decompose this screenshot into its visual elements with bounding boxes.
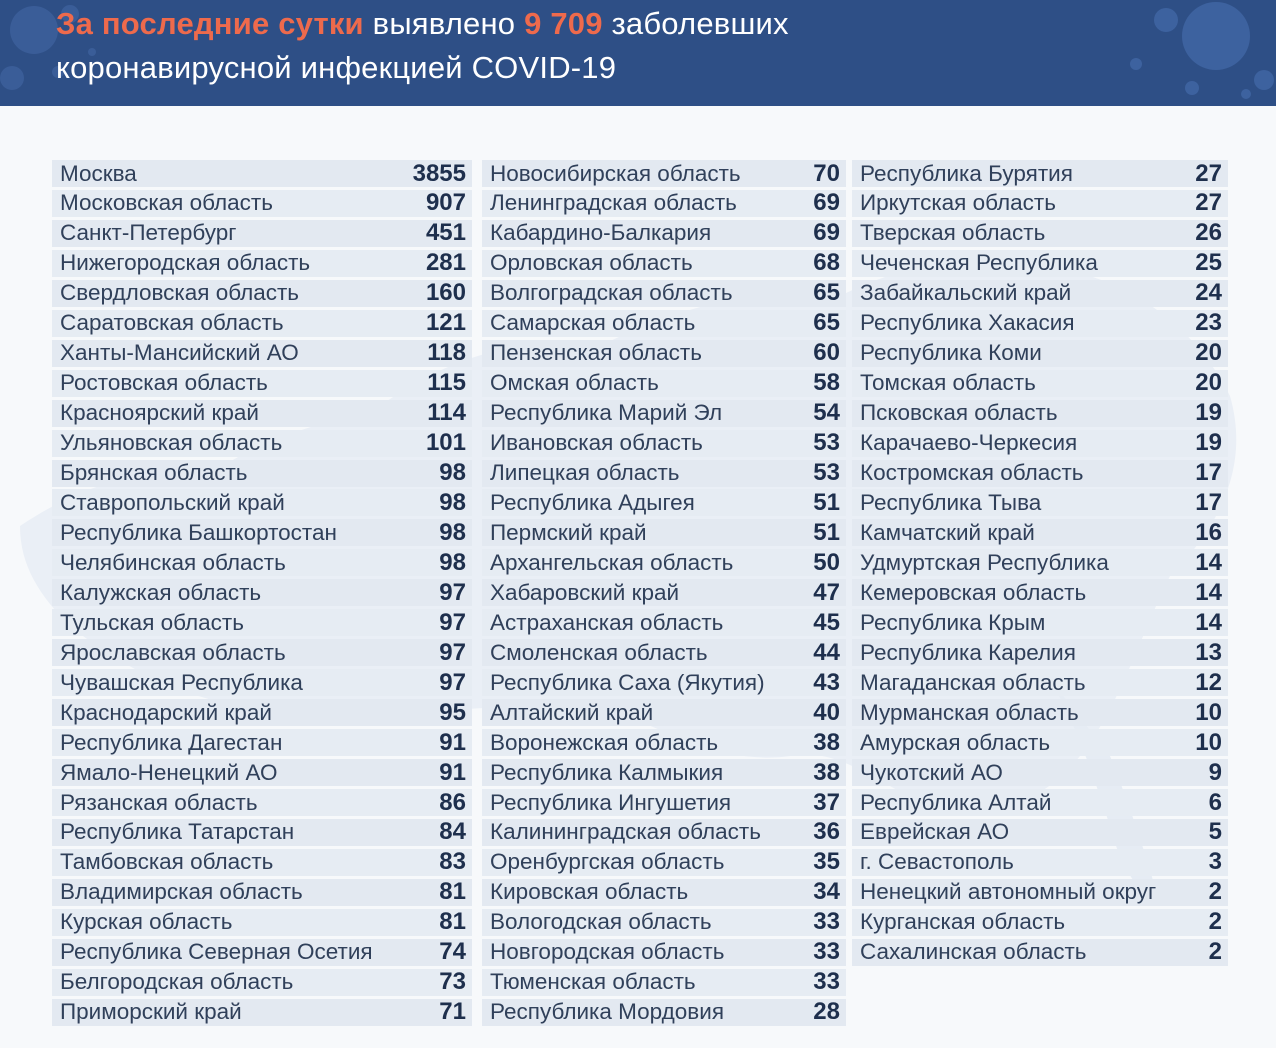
region-name: Еврейская АО bbox=[860, 819, 1010, 845]
case-count: 40 bbox=[813, 698, 840, 726]
region-row bbox=[52, 489, 472, 516]
region-name: Чувашская Республика bbox=[60, 669, 303, 695]
case-count: 2 bbox=[1208, 878, 1222, 906]
case-count: 19 bbox=[1195, 399, 1222, 427]
region-name: Чеченская Республика bbox=[860, 250, 1098, 276]
region-name: Тульская область bbox=[60, 609, 244, 635]
region-name: Ярославская область bbox=[60, 639, 286, 665]
case-count: 69 bbox=[813, 219, 840, 247]
header-banner bbox=[0, 0, 1276, 106]
region-name: Республика Карелия bbox=[860, 639, 1076, 665]
case-count: 19 bbox=[1195, 429, 1222, 457]
region-row bbox=[482, 340, 846, 367]
case-count: 118 bbox=[427, 339, 466, 367]
case-count: 95 bbox=[439, 698, 466, 726]
region-name: Республика Тыва bbox=[860, 489, 1042, 515]
region-name: Республика Дагестан bbox=[60, 729, 283, 755]
region-row bbox=[482, 579, 846, 606]
region-name: Чукотский АО bbox=[860, 759, 1003, 785]
case-count: 83 bbox=[439, 848, 466, 876]
region-name: Краснодарский край bbox=[60, 699, 272, 725]
region-name: Ставропольский край bbox=[60, 489, 285, 515]
case-count: 34 bbox=[813, 878, 840, 906]
region-name: Удмуртская Республика bbox=[860, 549, 1109, 575]
region-row bbox=[482, 969, 846, 996]
case-count: 69 bbox=[813, 189, 840, 217]
region-name: Саратовская область bbox=[60, 310, 284, 336]
region-row bbox=[52, 190, 472, 217]
region-column-3 bbox=[852, 160, 1228, 969]
region-name: Тверская область bbox=[860, 220, 1046, 246]
region-name: Республика Мордовия bbox=[490, 999, 724, 1025]
region-name: Карачаево-Черкесия bbox=[860, 430, 1078, 456]
region-name: Новосибирская область bbox=[490, 160, 741, 186]
case-count: 98 bbox=[439, 459, 466, 487]
case-count: 53 bbox=[813, 459, 840, 487]
case-count: 74 bbox=[439, 938, 466, 966]
case-count: 36 bbox=[813, 818, 840, 846]
case-count: 2 bbox=[1208, 908, 1222, 936]
region-name: Ульяновская область bbox=[60, 430, 283, 456]
region-name: Приморский край bbox=[60, 999, 242, 1025]
region-row bbox=[482, 879, 846, 906]
case-count: 98 bbox=[439, 548, 466, 576]
case-count: 27 bbox=[1195, 189, 1222, 217]
region-name: Владимирская область bbox=[60, 879, 303, 905]
region-row bbox=[852, 489, 1228, 516]
region-name: Псковская область bbox=[860, 400, 1058, 426]
region-row bbox=[482, 789, 846, 816]
title-highlight: За последние сутки bbox=[56, 6, 364, 41]
region-name: Новгородская область bbox=[490, 939, 725, 965]
region-name: Санкт-Петербург bbox=[60, 220, 237, 246]
region-name: Республика Адыгея bbox=[490, 489, 695, 515]
case-count: 5 bbox=[1208, 818, 1222, 846]
region-row bbox=[52, 939, 472, 966]
case-count: 114 bbox=[427, 399, 466, 427]
region-row bbox=[52, 669, 472, 696]
region-name: Белгородская область bbox=[60, 969, 294, 995]
case-count: 97 bbox=[439, 638, 466, 666]
case-count: 65 bbox=[813, 279, 840, 307]
case-count: 24 bbox=[1195, 279, 1222, 307]
case-count: 70 bbox=[813, 159, 840, 187]
case-count: 47 bbox=[813, 578, 840, 606]
case-count: 97 bbox=[439, 578, 466, 606]
case-count: 45 bbox=[813, 608, 840, 636]
region-name: Кабардино-Балкария bbox=[490, 220, 712, 246]
case-count: 28 bbox=[813, 998, 840, 1026]
case-count: 12 bbox=[1195, 668, 1222, 696]
case-count: 68 bbox=[813, 249, 840, 277]
case-count: 16 bbox=[1195, 518, 1222, 546]
region-row bbox=[482, 460, 846, 487]
region-row bbox=[852, 160, 1228, 187]
region-name: Томская область bbox=[860, 370, 1036, 396]
region-name: Республика Коми bbox=[860, 340, 1042, 366]
region-row bbox=[852, 699, 1228, 726]
region-name: Республика Хакасия bbox=[860, 310, 1075, 336]
region-row bbox=[852, 519, 1228, 546]
region-row bbox=[482, 639, 846, 666]
region-name: Республика Татарстан bbox=[60, 819, 295, 845]
case-count: 17 bbox=[1195, 488, 1222, 516]
case-count: 33 bbox=[813, 938, 840, 966]
region-name: Магаданская область bbox=[860, 669, 1086, 695]
region-row bbox=[852, 430, 1228, 457]
region-row bbox=[52, 220, 472, 247]
region-row bbox=[852, 220, 1228, 247]
case-count: 907 bbox=[425, 189, 466, 217]
region-name: Сахалинская область bbox=[860, 939, 1087, 965]
case-count: 65 bbox=[813, 309, 840, 337]
region-row bbox=[852, 370, 1228, 397]
case-count: 17 bbox=[1195, 459, 1222, 487]
region-column-2 bbox=[482, 160, 846, 1029]
region-name: Брянская область bbox=[60, 460, 248, 486]
region-row bbox=[852, 310, 1228, 337]
region-row bbox=[52, 340, 472, 367]
region-name: Астраханская область bbox=[490, 609, 724, 635]
case-count: 121 bbox=[425, 309, 466, 337]
region-row bbox=[52, 430, 472, 457]
region-name: Воронежская область bbox=[490, 729, 719, 755]
region-name: Липецкая область bbox=[490, 460, 680, 486]
region-row bbox=[52, 519, 472, 546]
region-row bbox=[52, 789, 472, 816]
region-name: Тамбовская область bbox=[60, 849, 274, 875]
case-count: 6 bbox=[1208, 788, 1222, 816]
region-name: Омская область bbox=[490, 370, 659, 396]
case-count: 97 bbox=[439, 668, 466, 696]
region-row bbox=[52, 819, 472, 846]
region-row bbox=[482, 699, 846, 726]
region-row bbox=[52, 639, 472, 666]
case-count: 50 bbox=[813, 548, 840, 576]
region-row bbox=[52, 729, 472, 756]
region-row bbox=[52, 310, 472, 337]
region-row bbox=[852, 400, 1228, 427]
region-row bbox=[852, 460, 1228, 487]
case-count: 91 bbox=[439, 758, 466, 786]
region-row bbox=[482, 549, 846, 576]
case-count: 51 bbox=[813, 518, 840, 546]
region-name: Республика Башкортостан bbox=[60, 519, 337, 545]
case-count: 13 bbox=[1195, 638, 1222, 666]
case-count: 27 bbox=[1195, 159, 1222, 187]
case-count: 10 bbox=[1195, 698, 1222, 726]
case-count: 281 bbox=[425, 249, 466, 277]
region-row bbox=[52, 909, 472, 936]
region-name: Пензенская область bbox=[490, 340, 702, 366]
region-name: Республика Ингушетия bbox=[490, 789, 732, 815]
case-count: 3855 bbox=[412, 159, 466, 187]
region-row bbox=[482, 280, 846, 307]
region-row bbox=[852, 729, 1228, 756]
region-row bbox=[852, 340, 1228, 367]
region-row bbox=[852, 190, 1228, 217]
case-count: 14 bbox=[1195, 608, 1222, 636]
region-name: Республика Крым bbox=[860, 609, 1046, 635]
region-row bbox=[482, 999, 846, 1026]
case-count: 91 bbox=[439, 728, 466, 756]
region-name: Самарская область bbox=[490, 310, 696, 336]
region-column-1 bbox=[52, 160, 472, 1029]
region-name: Свердловская область bbox=[60, 280, 300, 306]
case-count: 81 bbox=[439, 908, 466, 936]
region-row bbox=[482, 609, 846, 636]
case-count: 33 bbox=[813, 968, 840, 996]
region-name: Красноярский край bbox=[60, 400, 259, 426]
region-row bbox=[852, 849, 1228, 876]
case-count: 53 bbox=[813, 429, 840, 457]
region-row bbox=[852, 819, 1228, 846]
region-name: Курганская область bbox=[860, 909, 1066, 935]
region-row bbox=[52, 549, 472, 576]
region-row bbox=[482, 250, 846, 277]
region-row bbox=[52, 879, 472, 906]
region-name: Тюменская область bbox=[490, 969, 696, 995]
case-count: 86 bbox=[439, 788, 466, 816]
region-name: Орловская область bbox=[490, 250, 693, 276]
region-name: Кемеровская область bbox=[860, 579, 1087, 605]
region-row bbox=[482, 849, 846, 876]
region-row bbox=[852, 909, 1228, 936]
case-count: 115 bbox=[427, 369, 466, 397]
region-name: Забайкальский край bbox=[860, 280, 1072, 306]
region-name: Республика Бурятия bbox=[860, 160, 1073, 186]
case-count: 101 bbox=[425, 429, 466, 457]
region-row bbox=[852, 609, 1228, 636]
case-count: 84 bbox=[439, 818, 466, 846]
region-row bbox=[852, 789, 1228, 816]
case-count: 20 bbox=[1195, 369, 1222, 397]
region-row bbox=[482, 669, 846, 696]
region-name: Калужская область bbox=[60, 579, 262, 605]
case-count: 97 bbox=[439, 608, 466, 636]
case-count: 451 bbox=[425, 219, 466, 247]
region-row bbox=[852, 549, 1228, 576]
region-name: Республика Саха (Якутия) bbox=[490, 669, 765, 695]
case-count: 35 bbox=[813, 848, 840, 876]
case-count: 71 bbox=[439, 998, 466, 1026]
case-count: 9 bbox=[1208, 758, 1222, 786]
region-name: Камчатский край bbox=[860, 519, 1035, 545]
case-count: 54 bbox=[813, 399, 840, 427]
region-name: Волгоградская область bbox=[490, 280, 733, 306]
region-name: Оренбургская область bbox=[490, 849, 725, 875]
region-name: Ивановская область bbox=[490, 430, 703, 456]
case-count: 60 bbox=[813, 339, 840, 367]
region-name: Мурманская область bbox=[860, 699, 1079, 725]
region-row bbox=[852, 759, 1228, 786]
case-count: 160 bbox=[425, 279, 466, 307]
region-name: Москва bbox=[60, 160, 137, 186]
case-count: 98 bbox=[439, 518, 466, 546]
region-name: Курская область bbox=[60, 909, 233, 935]
region-row bbox=[52, 999, 472, 1026]
case-count: 25 bbox=[1195, 249, 1222, 277]
case-count: 81 bbox=[439, 878, 466, 906]
case-count: 38 bbox=[813, 758, 840, 786]
region-row bbox=[482, 729, 846, 756]
region-row bbox=[852, 669, 1228, 696]
title-text-1: выявлено bbox=[372, 6, 516, 41]
region-name: Ненецкий автономный округ bbox=[860, 879, 1157, 905]
virus-splash-right-decoration bbox=[1096, 0, 1276, 106]
region-name: Костромская область bbox=[860, 460, 1084, 486]
region-row bbox=[482, 759, 846, 786]
region-row bbox=[52, 400, 472, 427]
title-text-2: заболевших bbox=[611, 6, 789, 41]
region-row bbox=[482, 190, 846, 217]
region-name: Алтайский край bbox=[490, 699, 654, 725]
region-row bbox=[482, 909, 846, 936]
region-name: Ханты-Мансийский АО bbox=[60, 340, 299, 366]
region-row bbox=[482, 400, 846, 427]
region-name: Калининградская область bbox=[490, 819, 761, 845]
region-row bbox=[482, 819, 846, 846]
case-count: 37 bbox=[813, 788, 840, 816]
region-row bbox=[852, 879, 1228, 906]
case-count: 44 bbox=[813, 638, 840, 666]
region-name: Челябинская область bbox=[60, 549, 286, 575]
region-row bbox=[52, 579, 472, 606]
case-count: 10 bbox=[1195, 728, 1222, 756]
region-name: Республика Марий Эл bbox=[490, 400, 723, 426]
region-row bbox=[482, 370, 846, 397]
region-name: Хабаровский край bbox=[490, 579, 680, 605]
case-count: 38 bbox=[813, 728, 840, 756]
region-row bbox=[52, 609, 472, 636]
region-row bbox=[482, 519, 846, 546]
region-name: Вологодская область bbox=[490, 909, 712, 935]
case-count: 23 bbox=[1195, 309, 1222, 337]
case-count: 58 bbox=[813, 369, 840, 397]
region-name: Московская область bbox=[60, 190, 273, 216]
region-row bbox=[52, 699, 472, 726]
region-row bbox=[52, 849, 472, 876]
region-name: Рязанская область bbox=[60, 789, 258, 815]
case-count: 51 bbox=[813, 488, 840, 516]
case-count: 98 bbox=[439, 488, 466, 516]
region-row bbox=[852, 939, 1228, 966]
region-name: Республика Калмыкия bbox=[490, 759, 724, 785]
case-count: 2 bbox=[1208, 938, 1222, 966]
region-row bbox=[52, 370, 472, 397]
case-count: 20 bbox=[1195, 339, 1222, 367]
title-line-2: коронавирусной инфекцией COVID-19 bbox=[56, 50, 617, 85]
region-name: Республика Алтай bbox=[860, 789, 1052, 815]
region-row bbox=[852, 579, 1228, 606]
region-name: Кировская область bbox=[490, 879, 689, 905]
region-row bbox=[482, 160, 846, 187]
region-row bbox=[52, 280, 472, 307]
region-name: Республика Северная Осетия bbox=[60, 939, 373, 965]
case-count: 26 bbox=[1195, 219, 1222, 247]
region-row bbox=[482, 939, 846, 966]
region-name: Ленинградская область bbox=[490, 190, 737, 216]
region-row bbox=[52, 160, 472, 187]
case-count: 14 bbox=[1195, 578, 1222, 606]
region-name: Архангельская область bbox=[490, 549, 734, 575]
region-name: г. Севастополь bbox=[860, 849, 1014, 875]
region-name: Смоленская область bbox=[490, 639, 708, 665]
region-row bbox=[52, 759, 472, 786]
region-name: Амурская область bbox=[860, 729, 1051, 755]
region-name: Иркутская область bbox=[860, 190, 1056, 216]
case-count: 3 bbox=[1208, 848, 1222, 876]
case-count: 73 bbox=[439, 968, 466, 996]
page-title bbox=[56, 2, 789, 90]
region-row bbox=[482, 310, 846, 337]
region-name: Нижегородская область bbox=[60, 250, 311, 276]
case-count: 33 bbox=[813, 908, 840, 936]
region-row bbox=[482, 220, 846, 247]
region-row bbox=[52, 969, 472, 996]
region-row bbox=[52, 250, 472, 277]
case-count: 43 bbox=[813, 668, 840, 696]
region-name: Ростовская область bbox=[60, 370, 268, 396]
region-row bbox=[482, 430, 846, 457]
region-name: Пермский край bbox=[490, 519, 647, 545]
title-case-count: 9 709 bbox=[524, 6, 603, 41]
case-count: 14 bbox=[1195, 548, 1222, 576]
region-row bbox=[52, 460, 472, 487]
region-row bbox=[852, 280, 1228, 307]
region-row bbox=[852, 250, 1228, 277]
region-row bbox=[482, 489, 846, 516]
region-name: Ямало-Ненецкий АО bbox=[60, 759, 278, 785]
region-row bbox=[852, 639, 1228, 666]
